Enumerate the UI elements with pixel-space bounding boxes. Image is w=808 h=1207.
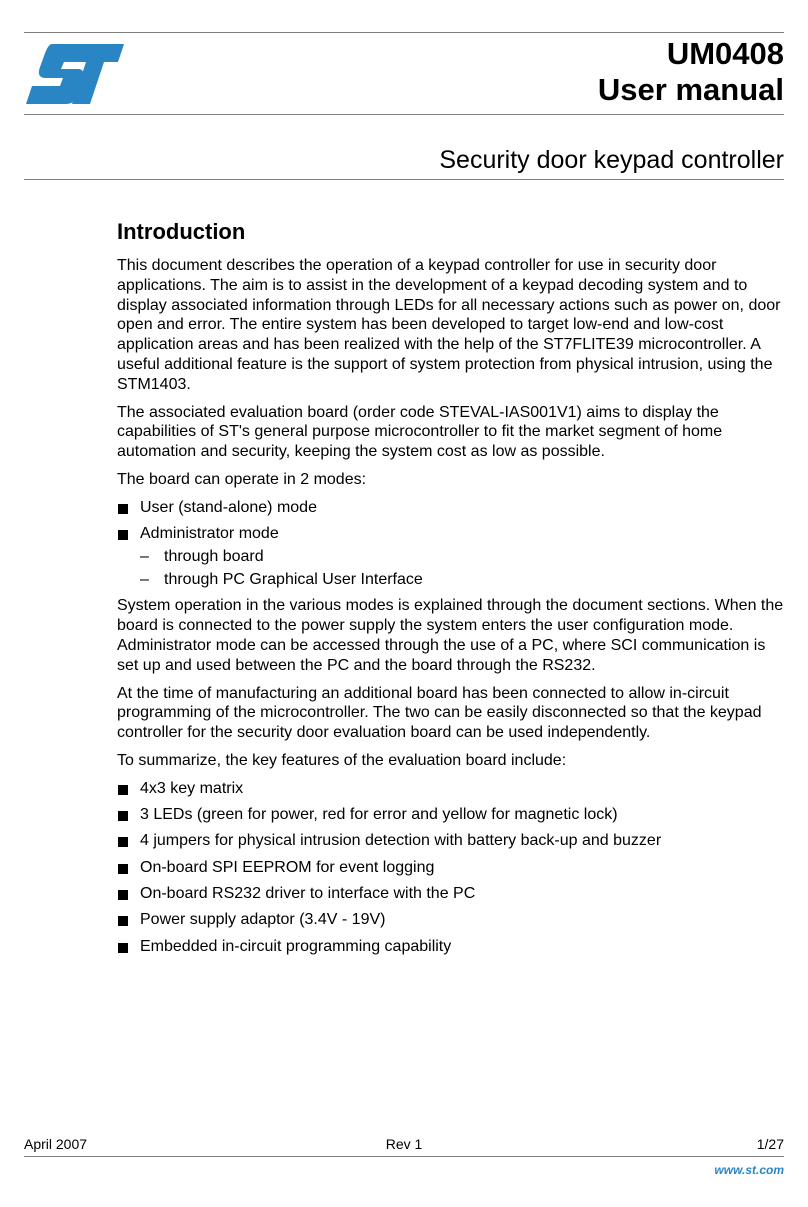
main-content — [117, 218, 787, 963]
list-item-text: User (stand-alone) mode — [140, 498, 317, 516]
intro-paragraph-4: At the time of manufacturing an additional board has been connected to allow in-circuit programming of the microcontroller. The two can be easily disconnected so that the keypad controller for the security door evaluation board can be used independently. — [117, 684, 762, 742]
list-item-text: Power supply adaptor (3.4V - 19V) — [140, 911, 386, 929]
list-item-text: Embedded in-circuit programming capability — [140, 937, 452, 955]
list-item-text: On-board SPI EEPROM for event logging — [140, 858, 435, 876]
bullet-square-icon — [118, 530, 128, 540]
bullet-square-icon — [118, 785, 128, 795]
bullet-square-icon — [118, 504, 128, 514]
top-rule — [24, 32, 784, 33]
dash-marker: – — [140, 571, 149, 589]
bullet-square-icon — [118, 864, 128, 874]
sub-list-item — [140, 547, 787, 567]
section-heading: Introduction — [117, 219, 246, 244]
list-item-text: 3 LEDs (green for power, red for error and yellow for magnetic lock) — [140, 806, 618, 824]
footer-rule — [24, 1156, 784, 1157]
features-list — [117, 779, 787, 957]
header-rule — [24, 114, 784, 115]
list-item — [117, 831, 787, 851]
document-id: UM0408 — [666, 36, 784, 71]
intro-paragraph-2: The associated evaluation board (order code STEVAL-IAS001V1) aims to display the capabilities of ST's general purpose microcontroller to fit the market segment of home automation and security, keeping the system cost as low as possible. — [117, 403, 723, 461]
intro-paragraph-3: System operation in the various modes is explained through the document sections. When the board is connected to the power supply the system enters the user configuration mode. Administrator mode can be accessed through the use of a PC, where SCI communication is set up and used between the PC and the board through the RS232. — [117, 597, 784, 674]
sub-list-item-text: through board — [164, 547, 264, 565]
list-item — [117, 884, 787, 904]
admin-submodes-list — [140, 547, 787, 590]
sub-list-item-text: through PC Graphical User Interface — [164, 571, 423, 589]
bullet-square-icon — [118, 811, 128, 821]
footer-website-link[interactable]: www.st.com — [714, 1163, 784, 1177]
dash-marker: – — [140, 547, 149, 565]
list-item — [117, 779, 787, 799]
document-type: User manual — [597, 72, 784, 107]
list-item-text: On-board RS232 driver to interface with the PC — [140, 885, 476, 903]
footer-revision: Rev 1 — [385, 1136, 423, 1152]
sub-list-item — [140, 570, 787, 590]
list-item — [117, 805, 787, 825]
footer-page-number: 1/27 — [756, 1136, 784, 1152]
subtitle-rule — [24, 179, 784, 180]
list-item-text: Administrator mode — [140, 525, 279, 543]
document-subtitle: Security door keypad controller — [439, 146, 784, 174]
footer-date: April 2007 — [24, 1136, 88, 1152]
bullet-square-icon — [118, 916, 128, 926]
list-item — [117, 937, 787, 957]
modes-list — [117, 498, 787, 590]
intro-paragraph-1: This document describes the operation of a keypad controller for use in security door applications. The aim is to assist in the development of a keypad decoding system and to display associated information through LEDs for all necessary actions such as power on, door open and error. The entire system has been developed to target low-end and low-cost application areas and has been realized with the help of the ST7FLITE39 microcontroller. A useful additional feature is the support of system protection from physical intrusion, using the STM1403. — [117, 257, 781, 393]
bullet-square-icon — [118, 837, 128, 847]
list-item-text: 4 jumpers for physical intrusion detection with battery back-up and buzzer — [140, 832, 662, 850]
st-logo-icon — [24, 40, 124, 106]
list-item-text: 4x3 key matrix — [140, 779, 244, 797]
list-item — [117, 858, 787, 878]
list-item — [117, 498, 787, 518]
list-item — [117, 910, 787, 930]
modes-intro: The board can operate in 2 modes: — [117, 470, 367, 488]
bullet-square-icon — [118, 943, 128, 953]
list-item — [117, 524, 787, 590]
bullet-square-icon — [118, 890, 128, 900]
features-intro: To summarize, the key features of the evaluation board include: — [117, 752, 567, 770]
